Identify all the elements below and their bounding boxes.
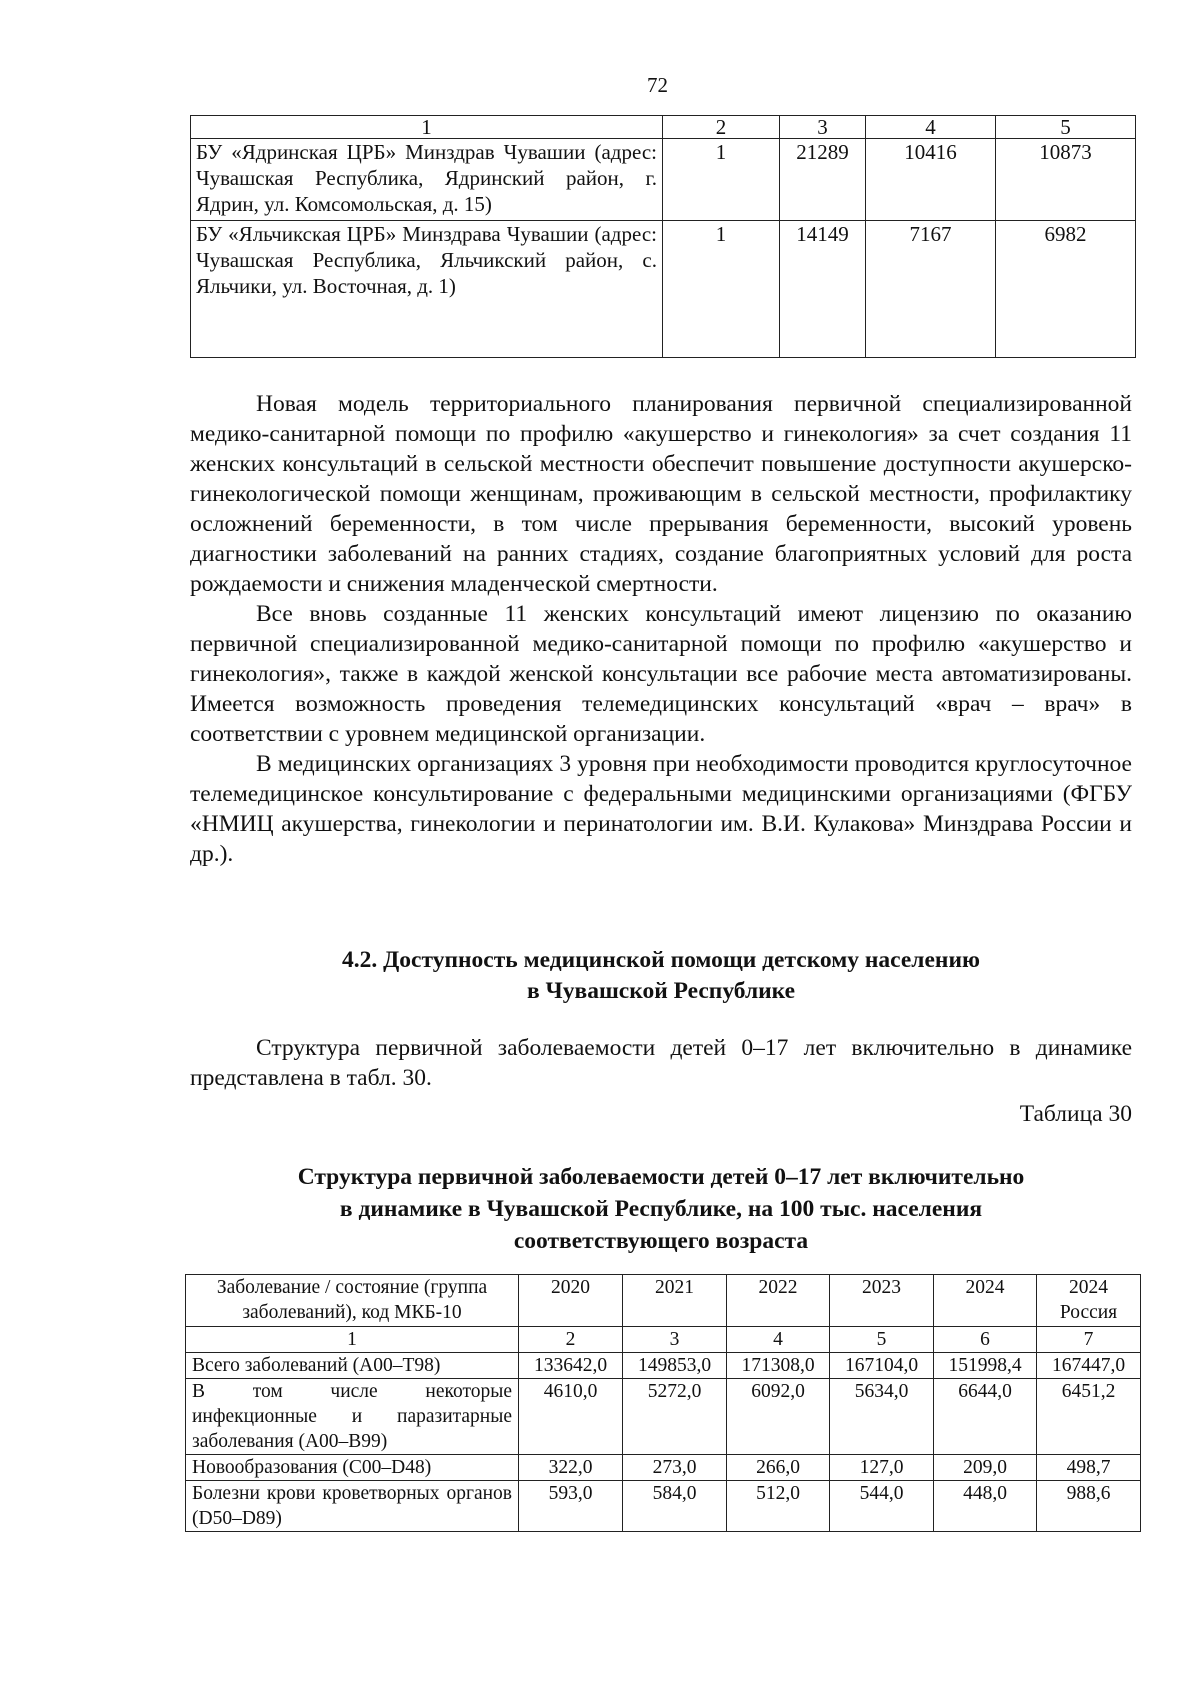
column-header: 2023 [830, 1275, 934, 1327]
table-cell: 127,0 [830, 1455, 934, 1481]
table-row [186, 1455, 1141, 1481]
table-cell: 14149 [780, 221, 866, 358]
table-cell: 448,0 [934, 1481, 1037, 1532]
table-cell: 593,0 [519, 1481, 623, 1532]
table-cell: 133642,0 [519, 1353, 623, 1379]
column-header: 2024 Россия [1037, 1275, 1141, 1327]
table-cell: 1 [663, 139, 780, 221]
column-header: 2024 [934, 1275, 1037, 1327]
table-label: Таблица 30 [1019, 1101, 1132, 1127]
page-number: 72 [647, 73, 668, 97]
hospitals-table [190, 115, 1136, 358]
table-title-line: в динамике в Чувашской Республике, на 100 тыс. населения [339, 1196, 983, 1222]
column-number: 2 [663, 116, 780, 139]
table-cell: 149853,0 [623, 1353, 727, 1379]
body-text [190, 389, 1132, 869]
paragraph: В медицинских организациях 3 уровня при необходимости проводится круглосуточное телемедицинское консультирование с федеральными медицинскими организациями (ФГБУ «НМИЦ акушерства, гинекологии и перинатологии им. В.И. Кулакова» Минздрава России и др.). [190, 751, 1132, 867]
table-cell: 10873 [996, 139, 1136, 221]
disease-name-cell: Новообразования (С00–D48) [186, 1455, 519, 1481]
disease-name-cell: Всего заболеваний (А00–Т98) [186, 1353, 519, 1379]
table-cell: 151998,4 [934, 1353, 1037, 1379]
table-cell: 5634,0 [830, 1379, 934, 1455]
table-cell: 6451,2 [1037, 1379, 1141, 1455]
table-cell: 7167 [866, 221, 996, 358]
column-number: 1 [186, 1327, 519, 1353]
paragraph: Новая модель территориального планирования первичной специализированной медико-санитарной помощи по профилю «акушерство и гинекология» за счет создания 11 женских консультаций в сельской местности обеспечит повышение доступности акушерско-гинекологической помощи женщинам, проживающим в сельской местности, профилактику осложнений беременности, в том числе прерывания беременности, высокий уровень диагностики заболеваний на ранних стадиях, создание благоприятных условий для роста рождаемости и снижения младенческой смертности. [190, 391, 1132, 597]
table-cell: 4610,0 [519, 1379, 623, 1455]
table-cell: 6092,0 [727, 1379, 830, 1455]
section-heading-line: 4.2. Доступность медицинской помощи детскому населению [342, 947, 980, 973]
table-title-line: Структура первичной заболеваемости детей 0–17 лет включительно [297, 1164, 1025, 1190]
table-cell: 209,0 [934, 1455, 1037, 1481]
column-number: 4 [866, 116, 996, 139]
table-cell: 6644,0 [934, 1379, 1037, 1455]
column-header: 2022 [727, 1275, 830, 1327]
table-header-row [191, 116, 1136, 139]
table-row [191, 139, 1136, 221]
table-cell: 1 [663, 221, 780, 358]
disease-name-cell: В том числе некоторые инфекционные и паразитарные заболевания (А00–В99) [186, 1379, 519, 1455]
morbidity-table [185, 1274, 1141, 1532]
section-heading [190, 945, 1132, 1007]
table-cell: 21289 [780, 139, 866, 221]
column-number: 7 [1037, 1327, 1141, 1353]
column-number: 3 [623, 1327, 727, 1353]
table-row [186, 1481, 1141, 1532]
table-row [186, 1379, 1141, 1455]
column-header: 2021 [623, 1275, 727, 1327]
column-number: 1 [191, 116, 663, 139]
table-cell: 584,0 [623, 1481, 727, 1532]
disease-name-cell: Болезни крови кроветворных органов (D50–D89) [186, 1481, 519, 1532]
table-cell: 988,6 [1037, 1481, 1141, 1532]
table-cell: 273,0 [623, 1455, 727, 1481]
intro-text [190, 1033, 1132, 1093]
hospital-name-cell: БУ «Ядринская ЦРБ» Минздрав Чувашии (адрес: Чувашская Республика, Ядринский район, г. Ядрин, ул. Комсомольская, д. 15) [191, 139, 663, 221]
table-cell: 6982 [996, 221, 1136, 358]
column-number: 5 [830, 1327, 934, 1353]
table-row [186, 1353, 1141, 1379]
column-number: 4 [727, 1327, 830, 1353]
table-cell: 266,0 [727, 1455, 830, 1481]
table-cell: 5272,0 [623, 1379, 727, 1455]
column-number: 5 [996, 116, 1136, 139]
table-cell: 512,0 [727, 1481, 830, 1532]
column-header: 2020 [519, 1275, 623, 1327]
column-header: Заболевание / состояние (группа заболеваний), код МКБ-10 [186, 1275, 519, 1327]
hospital-name-cell: БУ «Яльчикская ЦРБ» Минздрава Чувашии (адрес: Чувашская Республика, Яльчикский район, с. Яльчики, ул. Восточная, д. 1) [191, 221, 663, 358]
table-cell: 171308,0 [727, 1353, 830, 1379]
table-cell: 498,7 [1037, 1455, 1141, 1481]
table-title-line: соответствующего возраста [513, 1228, 809, 1254]
paragraph: Все вновь созданные 11 женских консультаций имеют лицензию по оказанию первичной специализированной медико-санитарной помощи по профилю «акушерство и гинекология», также в каждой женской консультации все рабочие места автоматизированы. Имеется возможность проведения телемедицинских консультаций «врач – врач» в соответствии с уровнем медицинской организации. [190, 601, 1132, 747]
table-cell: 167447,0 [1037, 1353, 1141, 1379]
table-cell: 544,0 [830, 1481, 934, 1532]
table-cell: 322,0 [519, 1455, 623, 1481]
table-cell: 10416 [866, 139, 996, 221]
section-heading-line: в Чувашской Республике [526, 978, 796, 1004]
table-row [191, 221, 1136, 358]
table-cell: 167104,0 [830, 1353, 934, 1379]
table-header-row [186, 1275, 1141, 1327]
table-title [190, 1161, 1132, 1257]
column-number: 3 [780, 116, 866, 139]
column-number: 2 [519, 1327, 623, 1353]
column-number-row [186, 1327, 1141, 1353]
column-number: 6 [934, 1327, 1037, 1353]
paragraph: Структура первичной заболеваемости детей 0–17 лет включительно в динамике представлена в табл. 30. [190, 1035, 1132, 1091]
